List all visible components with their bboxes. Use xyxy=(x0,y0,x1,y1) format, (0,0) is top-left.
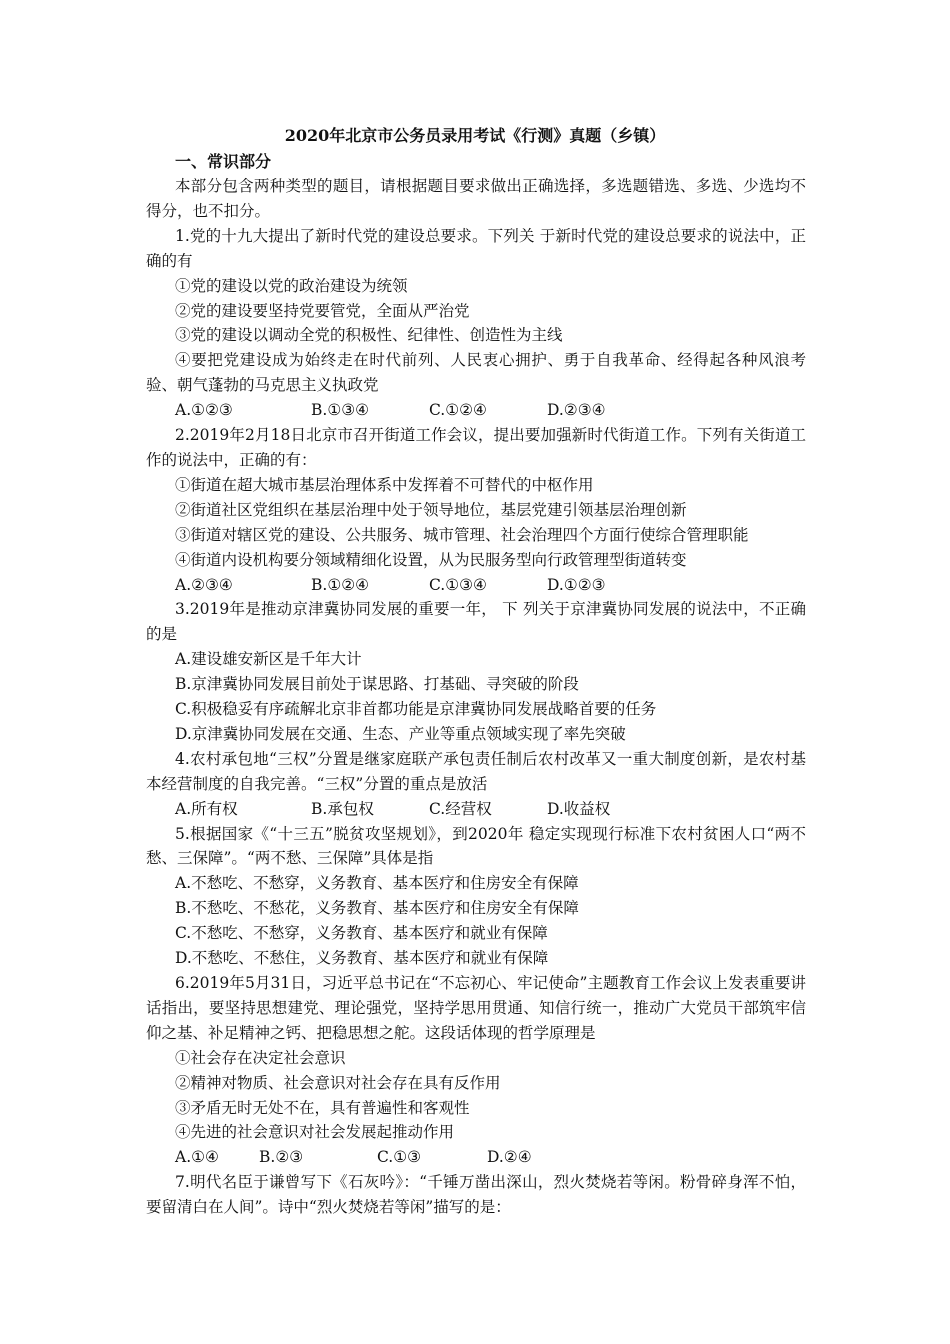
question-5-option-a: A.不愁吃、不愁穿，义务教育、基本医疗和住房安全有保障 xyxy=(175,874,579,893)
option-b: B.②③ xyxy=(259,1148,304,1167)
question-3-option-a: A.建设雄安新区是千年大计 xyxy=(175,650,362,669)
question-3-option-c: C.积极稳妥有序疏解北京非首都功能是京津冀协同发展战略首要的任务 xyxy=(175,700,657,719)
question-5-stem: 5.根据国家《“十三五”脱贫攻坚规划》，到2020年 稳定实现现行标准下农村贫困人口“两不愁、三保障”。“两不愁、三保障”具体是指 xyxy=(146,824,806,868)
option-d: D.②③④ xyxy=(547,401,606,420)
document-title: 2020年北京市公务员录用考试《行测》真题（乡镇） xyxy=(284,126,666,145)
question-1-item: ④要把党建设成为始终走在时代前列、人民衷心拥护、勇于自我革命、经得起各种风浪考验、朝气蓬勃的马克思主义执政党 xyxy=(146,351,806,395)
question-6-item: ④先进的社会意识对社会发展起推动作用 xyxy=(175,1123,455,1142)
question-1-item: ①党的建设以党的政治建设为统领 xyxy=(175,276,408,295)
question-2-item: ②街道社区党组织在基层治理中处于领导地位，基层党建引领基层治理创新 xyxy=(175,500,687,519)
document-body xyxy=(146,174,806,1220)
question-6-item: ③矛盾无时无处不在，具有普遍性和客观性 xyxy=(175,1098,470,1117)
question-2-item: ①街道在超大城市基层治理体系中发挥着不可替代的中枢作用 xyxy=(175,475,594,494)
question-2-item: ④街道内设机构要分领域精细化设置，从为民服务型向行政管理型街道转变 xyxy=(175,550,687,569)
question-1-stem: 1.党的十九大提出了新时代党的建设总要求。下列关 于新时代党的建设总要求的说法中，正确的有 xyxy=(146,226,806,270)
option-c: C.经营权 xyxy=(429,799,492,818)
question-1-item: ②党的建设要坚持党要管党，全面从严治党 xyxy=(175,301,470,320)
question-2-options xyxy=(146,573,806,598)
question-6-item: ①社会存在决定社会意识 xyxy=(175,1048,346,1067)
option-c: C.①②④ xyxy=(429,401,487,420)
question-2-item: ③街道对辖区党的建设、公共服务、城市管理、社会治理四个方面行使综合管理职能 xyxy=(175,525,749,544)
option-a: A.①④ xyxy=(175,1148,219,1167)
section-heading: 一、常识部分 xyxy=(175,152,272,171)
question-3-option-b: B.京津冀协同发展目前处于谋思路、打基础、寻突破的阶段 xyxy=(175,675,579,694)
option-b: B.承包权 xyxy=(311,799,374,818)
question-1-item: ③党的建设以调动全党的积极性、纪律性、创造性为主线 xyxy=(175,326,563,345)
option-a: A.②③④ xyxy=(175,575,233,594)
question-3-option-d: D.京津冀协同发展在交通、生态、产业等重点领域实现了率先突破 xyxy=(175,724,626,743)
question-6-item: ②精神对物质、社会意识对社会存在具有反作用 xyxy=(175,1073,501,1092)
option-a: A.①②③ xyxy=(175,401,233,420)
question-5-option-b: B.不愁吃、不愁花，义务教育、基本医疗和住房安全有保障 xyxy=(175,899,579,918)
question-4-stem: 4.农村承包地“三权”分置是继家庭联产承包责任制后农村改革又一重大制度创新，是农村基本经营制度的自我完善。“三权”分置的重点是放活 xyxy=(146,749,806,793)
question-6-stem: 6.2019年5月31日，习近平总书记在“不忘初心、牢记使命”主题教育工作会议上发表重要讲话指出，要坚持思想建党、理论强党，坚持学思用贯通、知信行统一，推动广大党员干部筑牢信仰之基、补足精神之钙、把稳思想之舵。这段话体现的哲学原理是 xyxy=(146,974,806,1042)
option-d: D.①②③ xyxy=(547,575,606,594)
option-c: C.①③④ xyxy=(429,575,487,594)
option-b: B.①③④ xyxy=(311,401,370,420)
option-a: A.所有权 xyxy=(175,799,238,818)
question-4-options xyxy=(146,797,806,822)
question-5-option-d: D.不愁吃、不愁住，义务教育、基本医疗和就业有保障 xyxy=(175,949,549,968)
option-d: D.②④ xyxy=(487,1148,532,1167)
question-7-stem: 7.明代名臣于谦曾写下《石灰吟》：“千锤万凿出深山，烈火焚烧若等闲。粉骨碎身浑不怕，要留清白在人间”。诗中“烈火焚烧若等闲”描写的是： xyxy=(146,1173,806,1217)
question-5-option-c: C.不愁吃、不愁穿，义务教育、基本医疗和就业有保障 xyxy=(175,924,548,943)
option-b: B.①②④ xyxy=(311,575,370,594)
question-2-stem: 2.2019年2月18日北京市召开街道工作会议，提出要加强新时代街道工作。下列有关街道工作的说法中，正确的有： xyxy=(146,426,806,469)
question-3-stem: 3.2019年是推动京津冀协同发展的重要一年， 下 列关于京津冀协同发展的说法中，不正确的是 xyxy=(146,600,806,644)
option-c: C.①③ xyxy=(377,1148,422,1167)
intro-paragraph: 本部分包含两种类型的题目，请根据题目要求做出正确选择，多选题错选、多选、少选均不得分，也不扣分。 xyxy=(146,177,806,220)
question-6-options xyxy=(146,1145,806,1170)
question-1-options xyxy=(146,398,806,423)
option-d: D.收益权 xyxy=(547,799,611,818)
